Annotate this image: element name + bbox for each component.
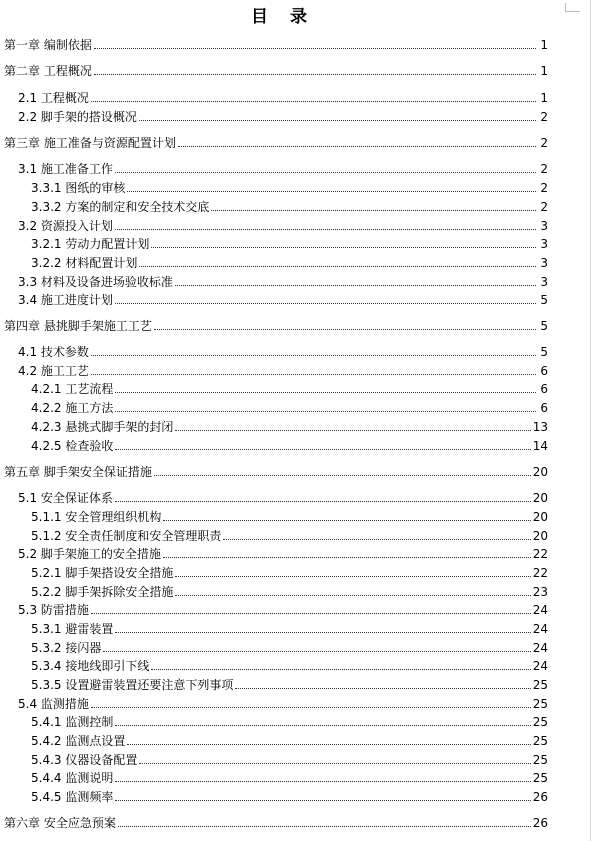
toc-entry-page-number: 22 xyxy=(532,547,548,561)
toc-entry-page-number: 6 xyxy=(540,364,548,378)
toc-entry[interactable] xyxy=(0,35,566,53)
toc-entry-title: 5.4.3 仪器设备配置 xyxy=(31,753,138,767)
toc-entry[interactable] xyxy=(0,159,566,177)
dot-leader xyxy=(163,520,530,521)
toc-entry-title: 第四章 悬挑脚手架施工工艺 xyxy=(4,319,152,333)
toc-entry-page-number: 20 xyxy=(532,529,548,543)
toc-entry[interactable] xyxy=(0,290,566,308)
toc-entry[interactable] xyxy=(0,197,566,215)
dot-leader xyxy=(91,101,536,102)
dot-leader xyxy=(91,355,536,356)
toc-entry-title: 第六章 安全应急预案 xyxy=(4,816,116,830)
toc-entry[interactable] xyxy=(0,462,566,480)
dot-leader xyxy=(115,449,530,450)
toc-entry-page-number: 3 xyxy=(540,275,548,289)
toc-entry-title: 2.1 工程概况 xyxy=(18,91,89,105)
toc-entry[interactable] xyxy=(0,712,566,730)
toc-entry[interactable] xyxy=(0,787,566,805)
toc-entry[interactable] xyxy=(0,675,566,693)
dot-leader xyxy=(115,800,530,801)
toc-entry-title: 4.2.2 施工方法 xyxy=(31,401,114,415)
toc-entry-title: 3.3 材料及设备进场验收标准 xyxy=(18,275,173,289)
toc-entry-page-number: 5 xyxy=(540,293,548,307)
toc-entry-title: 3.4 施工进度计划 xyxy=(18,293,113,307)
toc-entry-page-number: 20 xyxy=(532,510,548,524)
toc-entry-title: 第三章 施工准备与资源配置计划 xyxy=(4,136,176,150)
toc-entry-title: 5.3.1 避雷装置 xyxy=(31,622,114,636)
toc-entry-title: 5.1.1 安全管理组织机构 xyxy=(31,510,162,524)
toc-entry-page-number: 3 xyxy=(540,237,548,251)
toc-entry[interactable] xyxy=(0,619,566,637)
toc-entry-page-number: 14 xyxy=(532,439,548,453)
toc-entry[interactable] xyxy=(0,600,566,618)
toc-entry-title: 第一章 编制依据 xyxy=(4,38,92,52)
toc-entry[interactable] xyxy=(0,398,566,416)
dot-leader xyxy=(91,374,536,375)
toc-entry[interactable] xyxy=(0,488,566,506)
toc-entry-page-number: 24 xyxy=(532,622,548,636)
toc-entry-title: 第五章 脚手架安全保证措施 xyxy=(4,465,152,479)
toc-entry-title: 5.4.2 监测点设置 xyxy=(31,734,126,748)
page-edge xyxy=(590,0,591,841)
toc-entry-page-number: 20 xyxy=(532,465,548,479)
toc-entry-title: 5.2.1 脚手架搭设安全措施 xyxy=(31,566,174,580)
toc-entry[interactable] xyxy=(0,316,566,334)
toc-entry-page-number: 2 xyxy=(540,162,548,176)
dot-leader xyxy=(175,430,530,431)
toc-entry[interactable] xyxy=(0,234,566,252)
dot-leader xyxy=(223,539,530,540)
toc-entry-page-number: 25 xyxy=(532,771,548,785)
toc-entry-page-number: 2 xyxy=(540,200,548,214)
toc-entry[interactable] xyxy=(0,272,566,290)
dot-leader xyxy=(94,48,536,49)
toc-entry-title: 3.2.1 劳动力配置计划 xyxy=(31,237,150,251)
toc-entry-title: 5.1 安全保证体系 xyxy=(18,491,113,505)
toc-entry[interactable] xyxy=(0,417,566,435)
toc-entry-page-number: 1 xyxy=(540,38,548,52)
toc-entry[interactable] xyxy=(0,88,566,106)
toc-entry-title: 5.4.4 监测说明 xyxy=(31,771,114,785)
toc-entry-page-number: 23 xyxy=(532,585,548,599)
dot-leader xyxy=(154,329,536,330)
dot-leader xyxy=(178,146,536,147)
toc-entry[interactable] xyxy=(0,526,566,544)
toc-entry-title: 5.4.1 监测控制 xyxy=(31,715,114,729)
toc-entry-page-number: 2 xyxy=(540,181,548,195)
toc-entry-page-number: 3 xyxy=(540,219,548,233)
toc-entry-title: 5.2.2 脚手架拆除安全措施 xyxy=(31,585,174,599)
toc-entry[interactable] xyxy=(0,436,566,454)
toc-entry-page-number: 1 xyxy=(540,91,548,105)
toc-entry-title: 5.4 监测措施 xyxy=(18,697,89,711)
toc-entry-page-number: 1 xyxy=(540,64,548,78)
toc-entry-title: 4.2.3 悬挑式脚手架的封闭 xyxy=(31,420,174,434)
toc-entry-title: 3.2.2 材料配置计划 xyxy=(31,256,138,270)
toc-entry-title: 4.2.1 工艺流程 xyxy=(31,382,114,396)
toc-entry[interactable] xyxy=(0,61,566,79)
dot-leader xyxy=(154,475,531,476)
dot-leader xyxy=(115,411,536,412)
toc-entry-title: 5.3.4 接地线即引下线 xyxy=(31,659,150,673)
toc-entry-page-number: 25 xyxy=(532,697,548,711)
dot-leader xyxy=(103,651,530,652)
toc-entry-title: 4.2.5 检查验收 xyxy=(31,439,114,453)
toc-entry[interactable] xyxy=(0,656,566,674)
toc-entry[interactable] xyxy=(0,582,566,600)
toc-entry-page-number: 5 xyxy=(540,345,548,359)
dot-leader xyxy=(175,576,530,577)
toc-entry-page-number: 24 xyxy=(532,641,548,655)
toc-title: 目 录 xyxy=(251,7,315,27)
toc-entry[interactable] xyxy=(0,694,566,712)
toc-entry[interactable] xyxy=(0,342,566,360)
dot-leader xyxy=(139,763,530,764)
dot-leader xyxy=(127,744,530,745)
toc-entry[interactable] xyxy=(0,178,566,196)
dot-leader xyxy=(127,191,536,192)
dot-leader xyxy=(139,266,536,267)
toc-entry-title: 5.3.2 接闪器 xyxy=(31,641,102,655)
dot-leader xyxy=(139,120,536,121)
toc-entry-page-number: 2 xyxy=(540,136,548,150)
toc-entry[interactable] xyxy=(0,107,566,125)
toc-entry-page-number: 25 xyxy=(532,678,548,692)
toc-entry-title: 4.1 技术参数 xyxy=(18,345,89,359)
toc-entry-title: 3.2 资源投入计划 xyxy=(18,219,113,233)
toc-entry-title: 3.3.2 方案的制定和安全技术交底 xyxy=(31,200,210,214)
toc-entry-page-number: 25 xyxy=(532,734,548,748)
toc-entry-title: 5.4.5 监测频率 xyxy=(31,790,114,804)
toc-entry-page-number: 24 xyxy=(532,603,548,617)
dot-leader xyxy=(115,632,530,633)
toc-entry[interactable] xyxy=(0,507,566,525)
toc-entry-title: 第二章 工程概况 xyxy=(4,64,92,78)
toc-entry-title: 3.1 施工准备工作 xyxy=(18,162,113,176)
toc-entry-page-number: 3 xyxy=(540,256,548,270)
dot-leader xyxy=(91,613,531,614)
toc-entry-page-number: 26 xyxy=(532,790,548,804)
toc-entry-page-number: 6 xyxy=(540,401,548,415)
toc-entry-title: 4.2 施工工艺 xyxy=(18,364,89,378)
toc-entry-page-number: 2 xyxy=(540,110,548,124)
toc-entry-page-number: 13 xyxy=(532,420,548,434)
page-corner-mark xyxy=(565,3,580,12)
toc-entry[interactable] xyxy=(0,750,566,768)
dot-leader xyxy=(211,210,536,211)
dot-leader xyxy=(115,172,536,173)
toc-entry-title: 5.3.5 设置避雷装置还要注意下列事项 xyxy=(31,678,234,692)
toc-entry-page-number: 24 xyxy=(532,659,548,673)
toc-entry[interactable] xyxy=(0,731,566,749)
dot-leader xyxy=(115,303,536,304)
toc-entry-page-number: 20 xyxy=(532,491,548,505)
toc-entry[interactable] xyxy=(0,253,566,271)
dot-leader xyxy=(115,501,531,502)
toc-entry[interactable] xyxy=(0,563,566,581)
dot-leader xyxy=(115,229,536,230)
toc-entry-page-number: 22 xyxy=(532,566,548,580)
dot-leader xyxy=(163,557,531,558)
toc-entry-page-number: 25 xyxy=(532,715,548,729)
toc-entry[interactable] xyxy=(0,813,566,831)
dot-leader xyxy=(151,669,530,670)
dot-leader xyxy=(118,826,531,827)
toc-entry-title: 5.3 防雷措施 xyxy=(18,603,89,617)
toc-entry-page-number: 6 xyxy=(540,382,548,396)
toc-entry[interactable] xyxy=(0,544,566,562)
toc-entry-title: 5.1.2 安全责任制度和安全管理职责 xyxy=(31,529,222,543)
toc-entry[interactable] xyxy=(0,768,566,786)
dot-leader xyxy=(115,725,530,726)
toc-entry-title: 5.2 脚手架施工的安全措施 xyxy=(18,547,161,561)
toc-entry-page-number: 5 xyxy=(540,319,548,333)
toc-entry-page-number: 25 xyxy=(532,753,548,767)
dot-leader xyxy=(235,688,530,689)
toc-entry-title: 3.3.1 图纸的审核 xyxy=(31,181,126,195)
dot-leader xyxy=(175,595,530,596)
toc-entry-title: 2.2 脚手架的搭设概况 xyxy=(18,110,137,124)
toc-entry[interactable] xyxy=(0,133,566,151)
toc-entry[interactable] xyxy=(0,361,566,379)
dot-leader xyxy=(94,74,536,75)
dot-leader xyxy=(91,707,531,708)
dot-leader xyxy=(115,781,530,782)
toc-entry-page-number: 26 xyxy=(532,816,548,830)
toc-entry[interactable] xyxy=(0,216,566,234)
toc-entry[interactable] xyxy=(0,379,566,397)
toc-entry[interactable] xyxy=(0,638,566,656)
dot-leader xyxy=(151,247,536,248)
dot-leader xyxy=(175,285,536,286)
dot-leader xyxy=(115,392,536,393)
